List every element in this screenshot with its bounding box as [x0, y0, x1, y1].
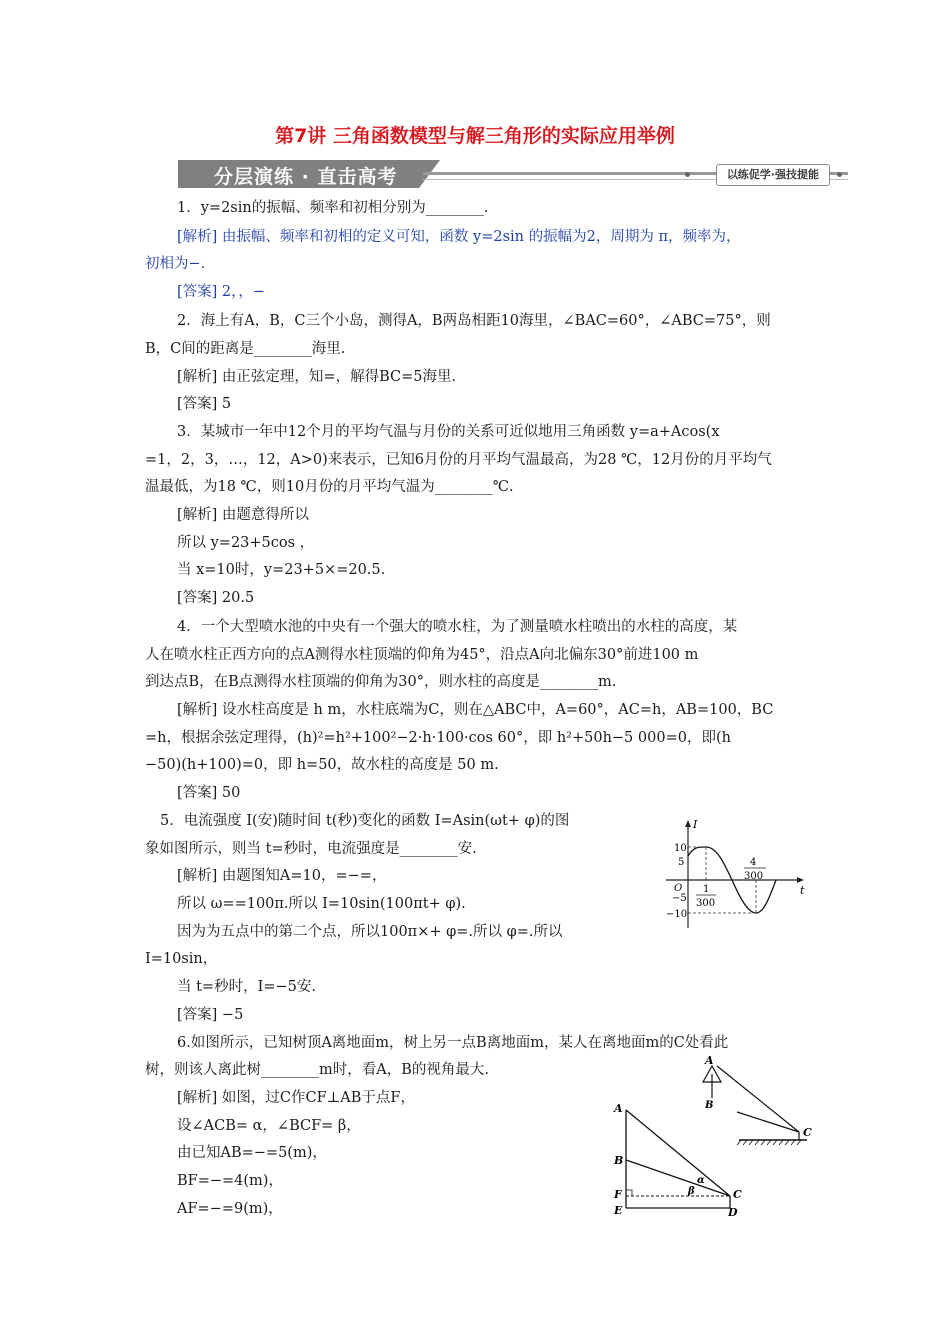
q1-answer: [答案] 2，，−: [177, 284, 266, 300]
axis-t-label: t: [800, 884, 805, 897]
axis-i-label: I: [693, 818, 698, 831]
line-ac: [626, 1110, 730, 1196]
tri-label-c: C: [733, 1188, 742, 1201]
q4-analysis: [解析] 设水柱高度是 h m，水柱底端为C，则在△ABC中，A=60°，AC=h，AB=100，BC: [177, 702, 774, 718]
q2-answer: [答案] 5: [177, 396, 232, 412]
banner-dot-icon: [837, 172, 842, 177]
tree-label-c: C: [803, 1126, 812, 1139]
q5-analysis-cont: 当 t=秒时，I=−5安.: [177, 979, 316, 995]
q4-stem-cont: 人在喷水柱正西方向的点A测得水柱顶端的仰角为45°，沿点A向北偏东30°前进100 m: [145, 647, 699, 663]
q6-stem-cont: 树，则该人离此树________m时，看A，B的视角最大.: [145, 1062, 489, 1078]
banner-tag: 以练促学·强技提能: [716, 164, 830, 186]
q1-analysis: [解析] 由振幅、频率和初相的定义可知，函数 y=2sin 的振幅为2，周期为 π，频率为，: [177, 229, 741, 245]
y-label-10: 10: [674, 843, 687, 854]
tri-label-e: E: [614, 1204, 623, 1217]
origin-label: O: [674, 883, 683, 894]
triangle-figure: [608, 1100, 753, 1218]
line-bc: [626, 1160, 730, 1196]
q3-analysis: [解析] 由题意得所以: [177, 507, 309, 523]
sine-graph-figure: [660, 818, 810, 930]
banner-title: 分层演练 · 直击高考: [214, 166, 398, 188]
q4-answer: [答案] 50: [177, 785, 241, 801]
tri-label-b: B: [614, 1154, 624, 1167]
tri-label-a: A: [614, 1102, 623, 1115]
q5-analysis-cont: 所以 ω==100π.所以 I=10sin(100πt+ φ).: [177, 896, 466, 912]
y-label-neg5: −5: [672, 893, 687, 904]
q6-analysis-cont: 由已知AB=−=5(m)，: [177, 1145, 327, 1161]
q2-analysis: [解析] 由正弦定理，知=，解得BC=5海里.: [177, 369, 457, 385]
q6-analysis-cont: AF=−=9(m)，: [177, 1201, 283, 1217]
q6-analysis-cont: 设∠ACB= α，∠BCF= β，: [177, 1118, 361, 1134]
x-label-a-num: 1: [703, 884, 710, 895]
tree-label-a: A: [705, 1054, 714, 1067]
q2-stem-cont: B，C间的距离是________海里.: [145, 341, 346, 357]
angle-beta: β: [688, 1186, 695, 1197]
q6-stem: 6.如图所示，已知树顶A离地面m，树上另一点B离地面m，某人在离地面m的C处看此: [177, 1035, 729, 1051]
q5-analysis: [解析] 由题图知A=10，=−=，: [177, 868, 387, 884]
q3-analysis-cont: 所以 y=23+5cos ，: [177, 535, 315, 551]
q3-answer: [答案] 20.5: [177, 590, 255, 606]
q4-analysis-cont: −50)(h+100)=0，即 h=50，故水柱的高度是 50 m.: [145, 757, 499, 773]
tree-label-b: B: [705, 1100, 714, 1111]
q5-stem: 5．电流强度 I(安)随时间 t(秒)变化的函数 I=Asin(ωt+ φ)的图: [160, 813, 570, 829]
angle-alpha: α: [697, 1175, 705, 1186]
q5-analysis-cont: 因为为五点中的第二个点，所以100π×+ φ=.所以 φ=.所以: [177, 924, 563, 940]
q3-stem-cont: =1，2，3，…，12，A>0)来表示，已知6月份的月平均气温最高，为28 ℃，12月份的月平均气: [145, 452, 772, 468]
y-label-neg10: −10: [666, 909, 688, 920]
q4-stem: 4．一个大型喷水池的中央有一个强大的喷水柱，为了测量喷水柱喷出的水柱的高度，某: [177, 619, 738, 635]
q5-answer: [答案] −5: [177, 1007, 244, 1023]
t-axis-arrow-icon: [797, 877, 804, 883]
q5-analysis-cont: I=10sin，: [145, 951, 218, 967]
q3-stem-cont: 温最低，为18 ℃，则10月份的月平均气温为________℃.: [145, 479, 514, 495]
q4-stem-cont: 到达点B，在B点测得水柱顶端的仰角为30°，则水柱的高度是________m.: [145, 674, 617, 690]
section-banner: [178, 160, 848, 188]
q6-analysis-cont: BF=−=4(m)，: [177, 1173, 283, 1189]
i-axis-arrow-icon: [685, 820, 691, 827]
tri-label-f: F: [614, 1188, 622, 1201]
q4-analysis-cont: =h，根据余弦定理得，(h)²=h²+100²−2·h·100·cos 60°，即 h²+50h−5 000=0，即(h: [145, 730, 731, 746]
page-title: 第7讲 三角函数模型与解三角形的实际应用举例: [275, 125, 675, 147]
x-label-b-den: 300: [744, 871, 764, 882]
right-angle-mark: [626, 1190, 632, 1196]
q1-stem: 1．y=2sin的振幅、频率和初相分别为________.: [177, 200, 489, 216]
q6-analysis: [解析] 如图，过C作CF⊥AB于点F，: [177, 1090, 415, 1106]
x-label-b-num: 4: [750, 857, 757, 868]
q3-stem: 3．某城市一年中12个月的平均气温与月份的关系可近似地用三角函数 y=a+Acos(x: [177, 424, 720, 440]
q3-analysis-cont: 当 x=10时，y=23+5×=20.5.: [177, 562, 386, 578]
q1-analysis-cont: 初相为−.: [145, 256, 206, 272]
y-label-5: 5: [678, 857, 685, 868]
banner-dot-icon: [685, 172, 690, 177]
q5-stem-cont: 象如图所示，则当 t=秒时，电流强度是________安.: [145, 841, 477, 857]
x-label-a-den: 300: [696, 898, 716, 909]
q2-stem: 2．海上有A，B，C三个小岛，测得A，B两岛相距10海里，∠BAC=60°，∠ABC=75°，则: [177, 313, 771, 329]
tri-label-d: D: [728, 1206, 738, 1218]
